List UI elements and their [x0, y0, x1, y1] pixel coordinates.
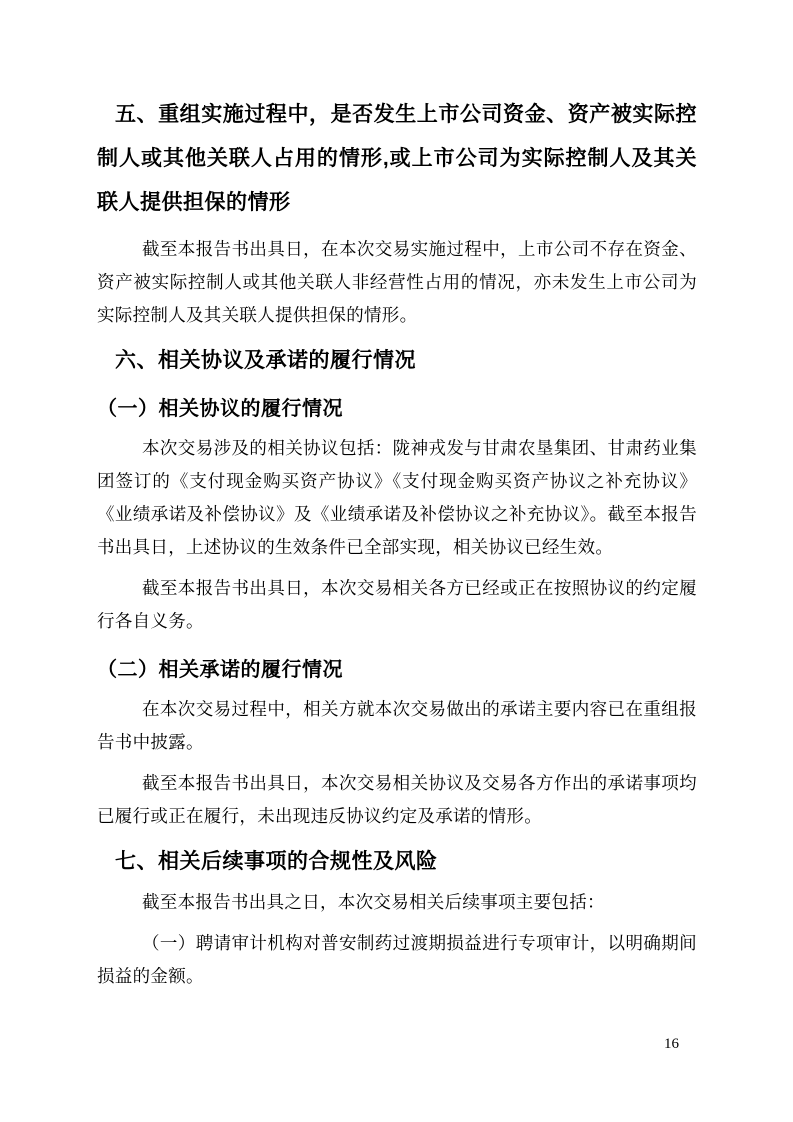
subsection-6-2-heading: （二）相关承诺的履行情况: [97, 659, 343, 681]
paragraph-commitments-performed: 截至本报告书出具日，本次交易相关协议及交易各方作出的承诺事项均已履行或正在履行，未出现违反协议约定及承诺的情形。: [97, 773, 697, 826]
paragraph-related-agreements: 本次交易涉及的相关协议包括：陇神戎发与甘肃农垦集团、甘肃药业集团签订的《支付现金购买资产协议》《支付现金购买资产协议之补充协议》《业绩承诺及补偿协议》及《业绩承诺及补偿协议之补充协议》。截至本报告书出具日，上述协议的生效条件已全部实现，相关协议已经生效。: [97, 438, 697, 557]
paragraph-follow-up-item-1: （一）聘请审计机构对普安制药过渡期损益进行专项审计，以明确期间损益的金额。: [97, 933, 697, 986]
paragraph-obligations-performed: 截至本报告书出具日，本次交易相关各方已经或正在按照协议的约定履行各自义务。: [97, 578, 697, 631]
paragraph-no-fund-occupation: 截至本报告书出具日，在本次交易实施过程中，上市公司不存在资金、资产被实际控制人或其他关联人非经营性占用的情况，亦未发生上市公司为实际控制人及其关联人提供担保的情形。: [97, 239, 697, 325]
section-7-heading: 七、相关后续事项的合规性及风险: [115, 850, 438, 873]
subsection-6-1-heading: （一）相关协议的履行情况: [97, 398, 343, 420]
paragraph-follow-up-intro: 截至本报告书出具之日，本次交易相关后续事项主要包括：: [142, 892, 605, 912]
section-5-heading: 五、重组实施过程中，是否发生上市公司资金、资产被实际控制人或其他关联人占用的情形,或上市公司为实际控制人及其关联人提供担保的情形: [97, 103, 697, 214]
section-6-heading: 六、相关协议及承诺的履行情况: [115, 349, 416, 372]
page-number: 16: [664, 1036, 679, 1052]
paragraph-commitments-disclosed: 在本次交易过程中，相关方就本次交易做出的承诺主要内容已在重组报告书中披露。: [97, 699, 697, 752]
